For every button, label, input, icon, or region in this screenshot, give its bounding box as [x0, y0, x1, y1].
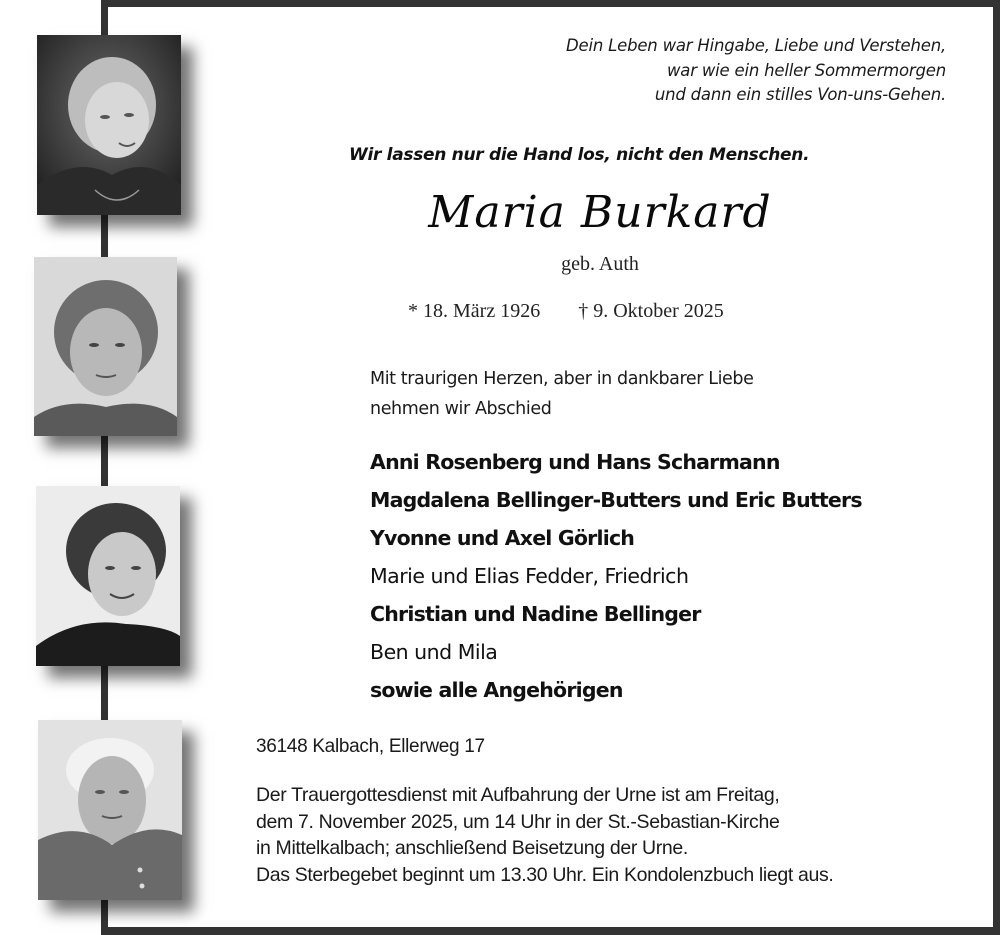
farewell-intro: [370, 364, 930, 424]
service-line: Der Trauergottesdienst mit Aufbahrung der Urne ist am Freitag,: [256, 784, 780, 806]
portrait-image-icon: [37, 35, 181, 215]
verse-block: [566, 34, 946, 108]
intro-line: nehmen wir Abschied: [370, 399, 552, 419]
mourner-entry: Anni Rosenberg und Hans Scharmann: [370, 450, 780, 474]
service-line: in Mittelkalbach; anschließend Beisetzung der Urne.: [256, 837, 688, 859]
service-information: [256, 782, 976, 888]
birth-date: * 18. März 1926: [408, 300, 541, 322]
frame-right-border: [993, 0, 1000, 935]
deceased-name: Maria Burkard: [428, 187, 772, 238]
mourners-list: [370, 443, 970, 709]
death-date: † 9. Oktober 2025: [578, 300, 724, 322]
service-line: dem 7. November 2025, um 14 Uhr in der St.-Sebastian-Kirche: [256, 810, 780, 833]
verse-line: und dann ein stilles Von-uns-Gehen.: [654, 85, 946, 104]
motto: Wir lassen nur die Hand los, nicht den Menschen.: [349, 145, 810, 165]
verse-line: war wie ein heller Sommermorgen: [667, 60, 946, 80]
maiden-name: geb. Auth: [561, 253, 639, 275]
mourner-entry: Magdalena Bellinger-Butters und Eric Butters: [370, 488, 862, 512]
frame-top-border: [101, 0, 1000, 7]
mourner-entry: Marie und Elias Fedder, Friedrich: [370, 564, 689, 588]
verse-line: Dein Leben war Hingabe, Liebe und Verstehen,: [565, 36, 946, 55]
service-line: Das Sterbegebet beginnt um 13.30 Uhr. Ein Kondolenzbuch liegt aus.: [256, 863, 834, 886]
photo-portrait-older-woman: [36, 486, 180, 666]
mourner-entry: Yvonne und Axel Görlich: [370, 526, 635, 550]
photo-portrait-middle-aged-woman: [34, 257, 177, 436]
mourner-entry: sowie alle Angehörigen: [370, 678, 623, 702]
portrait-image-icon: [38, 720, 182, 900]
mourner-entry: Ben und Mila: [370, 640, 498, 664]
frame-bottom-border: [101, 927, 1000, 935]
intro-line: Mit traurigen Herzen, aber in dankbarer Liebe: [370, 369, 754, 389]
portrait-image-icon: [36, 486, 180, 666]
family-address: 36148 Kalbach, Ellerweg 17: [256, 736, 485, 757]
life-dates: [408, 298, 828, 324]
portrait-image-icon: [34, 257, 177, 436]
photo-portrait-elderly-woman: [38, 720, 182, 900]
mourner-entry: Christian und Nadine Bellinger: [370, 602, 701, 626]
photo-portrait-young-woman: [37, 35, 181, 215]
